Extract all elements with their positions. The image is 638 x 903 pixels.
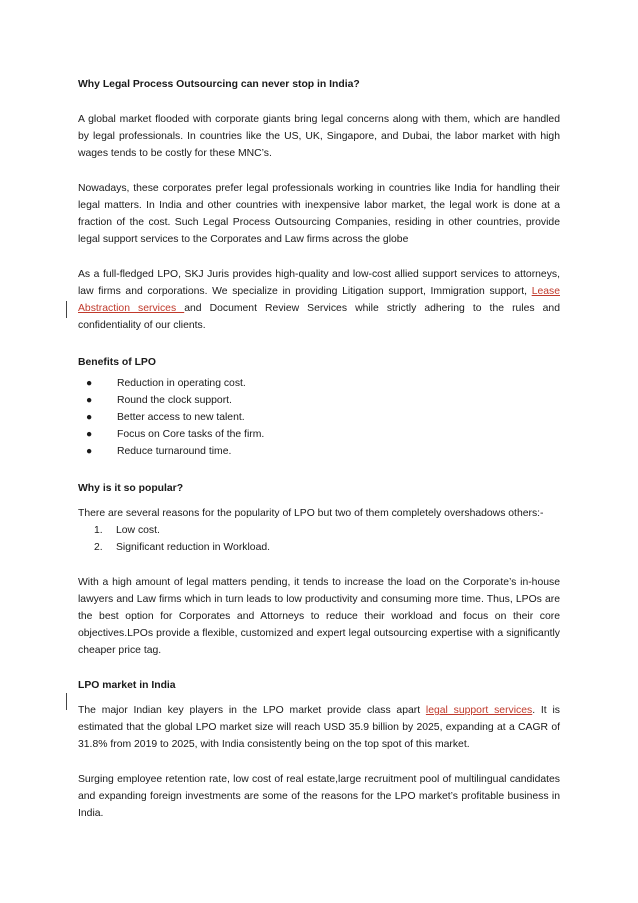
document-body <box>78 76 560 822</box>
benefits-list <box>78 375 560 460</box>
section-heading-why-lpo: Why Legal Process Outsourcing can never stop in India? <box>78 79 360 90</box>
reasons-list <box>78 522 560 556</box>
list-item <box>78 443 560 460</box>
list-item-text: Better access to new talent. <box>117 412 245 423</box>
list-number: 2. <box>94 542 103 553</box>
paragraph-skj-juris-text-a: As a full-fledged LPO, SKJ Juris provides high-quality and low-cost allied support services to attorneys, law firms and corporations. We specialize in providing Litigation support, Immigration support, <box>78 269 560 297</box>
paragraph-retention: Surging employee retention rate, low cost of real estate,large recruitment pool of multilingual candidates and expanding foreign investments are some of the reasons for the LPO market’s profitable business in India. <box>78 774 560 819</box>
list-item-text: Reduce turnaround time. <box>117 446 232 457</box>
bullet-icon: ● <box>86 429 93 440</box>
list-item-text: Low cost. <box>116 525 160 536</box>
change-bar-2 <box>66 693 67 710</box>
paragraph-market-players <box>78 702 560 753</box>
section-heading-lpo-market: LPO market in India <box>78 680 176 691</box>
paragraph-corporates: Nowadays, these corporates prefer legal professionals working in countries like India for handling their legal matters. In India and other countries with inexpensive labor market, the legal work is done at a fraction of the cost. Such Legal Process Outsourcing Companies, residing in other countries, provide legal support services to the Corporates and Law firms across the globe <box>78 183 560 245</box>
paragraph-skj-juris <box>78 266 560 334</box>
change-bar-1 <box>66 301 67 318</box>
list-item-text: Reduction in operating cost. <box>117 378 246 389</box>
list-item <box>78 392 560 409</box>
paragraph-market-players-text-a: The major Indian key players in the LPO market provide class apart <box>78 705 426 716</box>
list-item-text: Round the clock support. <box>117 395 232 406</box>
bullet-icon: ● <box>86 378 93 389</box>
lease-abstraction-link[interactable]: Lease Abstraction services <box>78 286 560 314</box>
list-item <box>78 539 560 556</box>
paragraph-skj-juris-text-b: and Document Review Services while strictly adhering to the rules and confidentiality of our clients. <box>78 303 560 331</box>
list-item <box>78 409 560 426</box>
list-item-text: Focus on Core tasks of the firm. <box>117 429 265 440</box>
paragraph-reasons-intro: There are several reasons for the popularity of LPO but two of them completely overshadows others:- <box>78 508 544 519</box>
section-heading-benefits: Benefits of LPO <box>78 357 156 368</box>
paragraph-market-players-text-b: . It is estimated that the global LPO market size will reach USD 35.9 billion by 2025, expanding at a CAGR of 31.8% from 2019 to 2025, with India consistently being on the top spot of this market. <box>78 705 560 750</box>
list-item <box>78 522 560 539</box>
paragraph-global-market: A global market flooded with corporate giants bring legal concerns along with them, which are handled by legal professionals. In countries like the US, UK, Singapore, and Dubai, the labor market with high wages tends to be costly for these MNC’s. <box>78 114 560 159</box>
section-heading-popular: Why is it so popular? <box>78 483 184 494</box>
list-item-text: Significant reduction in Workload. <box>116 542 271 553</box>
list-item <box>78 426 560 443</box>
paragraph-workload: With a high amount of legal matters pending, it tends to increase the load on the Corporate’s in-house lawyers and Law firms which in turn leads to low productivity and consuming more time. Thus, LPOs are the best option for Corporates and Attorneys to reduce their workload and focus on their core objectives.LPOs provide a flexible, customized and expert legal outsourcing expertise with a significantly cheaper price tag. <box>78 577 560 656</box>
bullet-icon: ● <box>86 395 93 406</box>
list-number: 1. <box>94 525 103 536</box>
legal-support-services-link[interactable]: legal support services <box>425 705 533 716</box>
list-item <box>78 375 560 392</box>
bullet-icon: ● <box>86 412 93 423</box>
bullet-icon: ● <box>86 446 93 457</box>
